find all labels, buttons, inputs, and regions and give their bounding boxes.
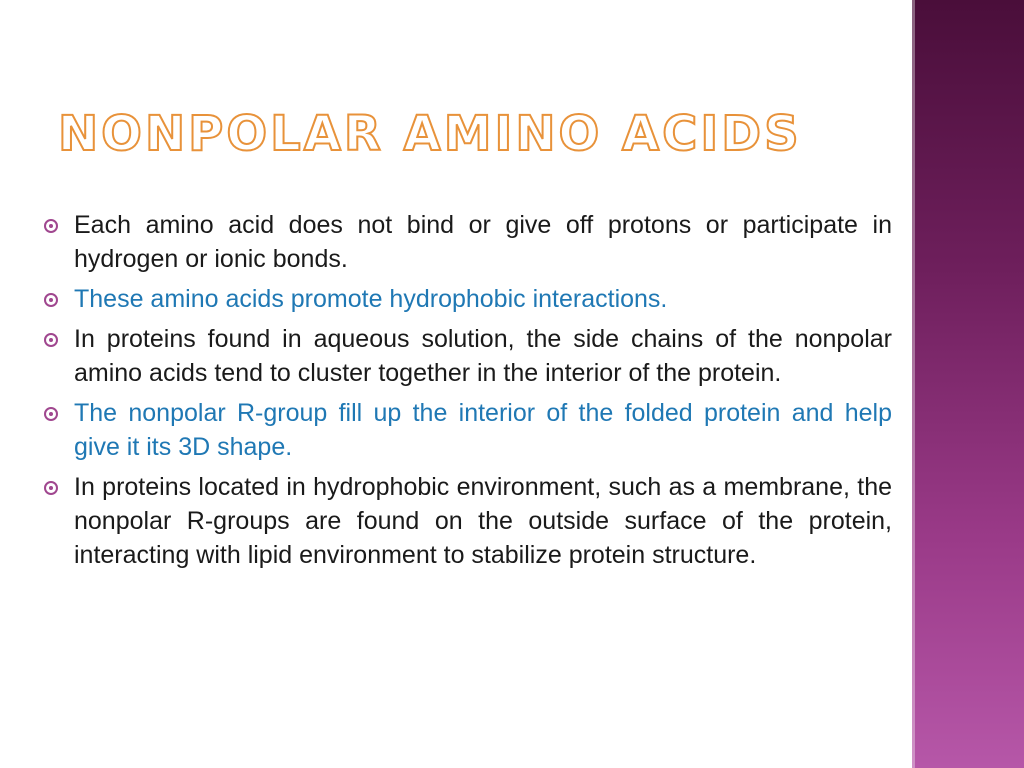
bullet-text: In proteins located in hydrophobic environment, such as a membrane, the nonpolar R-groups are found on the outside surface of the protein, interacting with lipid environment to stabilize protein structure. (74, 473, 892, 569)
bullet-text: In proteins found in aqueous solution, the side chains of the nonpolar amino acids tend to cluster together in the interior of the protein. (74, 325, 892, 387)
bullet-item (44, 322, 892, 390)
decorative-side-band (912, 0, 1024, 768)
bullet-list (44, 208, 892, 578)
bullet-text: These amino acids promote hydrophobic interactions. (74, 285, 668, 313)
circled-dot-bullet-icon (44, 293, 58, 307)
side-band-edge (912, 0, 915, 768)
circled-dot-bullet-icon (44, 407, 58, 421)
bullet-text: Each amino acid does not bind or give off protons or participate in hydrogen or ionic bonds. (74, 211, 892, 273)
circled-dot-bullet-icon (44, 481, 58, 495)
bullet-item (44, 208, 892, 276)
bullet-item (44, 470, 892, 572)
bullet-item (44, 396, 892, 464)
bullet-text: The nonpolar R-group fill up the interior of the folded protein and help give it its 3D shape. (74, 399, 892, 461)
bullet-item (44, 282, 892, 316)
circled-dot-bullet-icon (44, 219, 58, 233)
circled-dot-bullet-icon (44, 333, 58, 347)
slide-title: NONPOLAR AMINO ACIDS (58, 106, 802, 162)
